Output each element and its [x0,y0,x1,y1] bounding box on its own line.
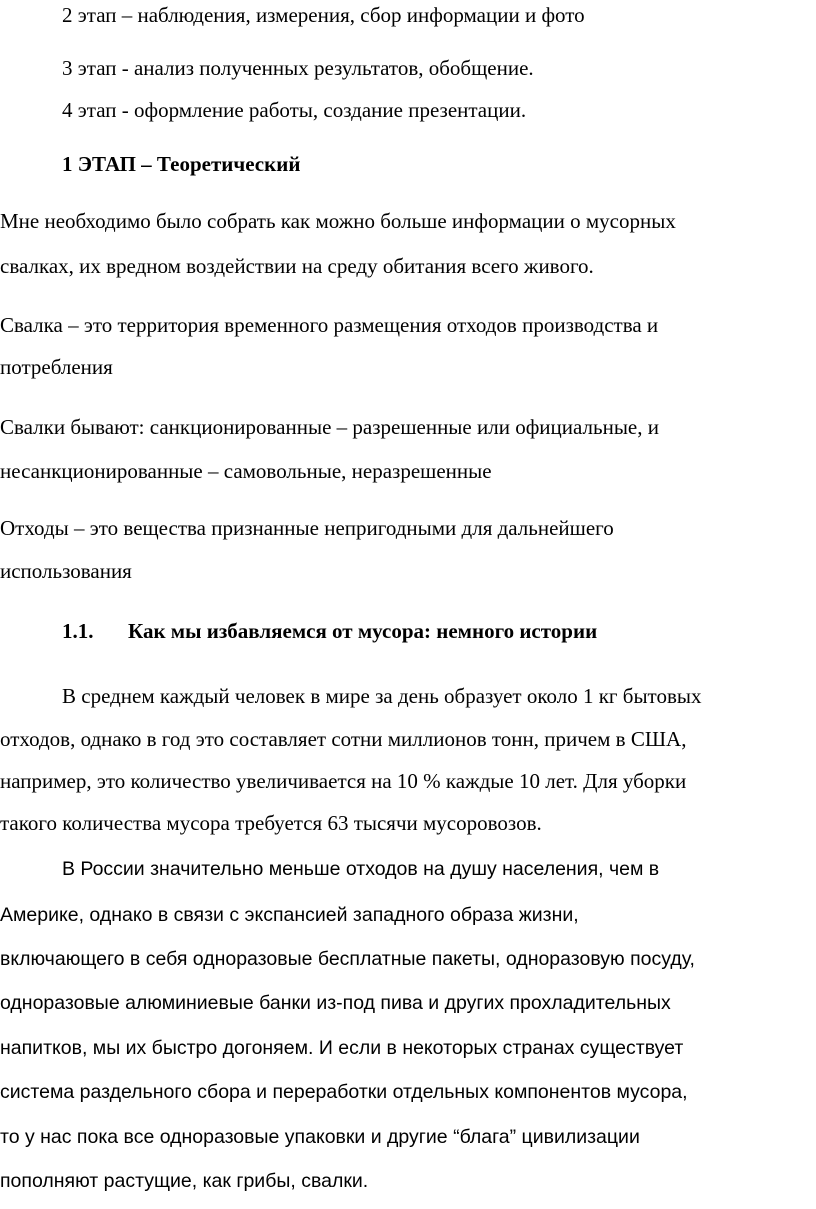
section-heading: 1 ЭТАП – Теоретический [62,152,301,176]
paragraph2-line-3: включающего в себя одноразовые бесплатные пакеты, одноразовую посуду, [0,948,695,970]
stage-4-line: 4 этап - оформление работы, создание презентации. [62,98,527,122]
paragraph2-line-8: пополняют растущие, как грибы, свалки. [0,1170,369,1192]
stage-2-line: 2 этап – наблюдения, измерения, сбор информации и фото [62,3,585,27]
paragraph2-line-2: Америке, однако в связи с экспансией западного образа жизни, [0,904,579,926]
paragraph1-line-1: В среднем каждый человек в мире за день образует около 1 кг бытовых [62,684,702,708]
paragraph1-line-4: такого количества мусора требуется 63 тысячи мусоровозов. [0,811,542,835]
intro-line-1: Мне необходимо было собрать как можно больше информации о мусорных [0,209,676,233]
paragraph2-line-6: система раздельного сбора и переработки отдельных компонентов мусора, [0,1081,688,1103]
stage-3-line: 3 этап - анализ полученных результатов, обобщение. [62,56,534,80]
paragraph2-line-5: напитков, мы их быстро догоняем. И если в некоторых странах существует [0,1037,684,1059]
paragraph1-line-2: отходов, однако в год это составляет сотни миллионов тонн, причем в США, [0,727,687,751]
definition-waste-line-1: Отходы – это вещества признанные непригодными для дальнейшего [0,516,614,540]
subsection-number: 1.1. [62,619,94,643]
definition-landfill-line-1: Свалка – это территория временного размещения отходов производства и [0,313,659,337]
definition-types-line-2: несанкционированные – самовольные, неразрешенные [0,459,492,483]
paragraph2-line-1: В России значительно меньше отходов на душу населения, чем в [62,858,660,880]
definition-types-line-1: Свалки бывают: санкционированные – разрешенные или официальные, и [0,415,659,439]
paragraph2-line-4: одноразовые алюминиевые банки из-под пива и других прохладительных [0,992,671,1014]
definition-waste-line-2: использования [0,559,132,583]
paragraph2-line-7: то у нас пока все одноразовые упаковки и другие “блага” цивилизации [0,1126,640,1148]
intro-line-2: свалках, их вредном воздействии на среду обитания всего живого. [0,254,594,278]
subsection-title: Как мы избавляемся от мусора: немного истории [128,619,598,643]
paragraph1-line-3: например, это количество увеличивается на 10 % каждые 10 лет. Для уборки [0,769,687,793]
definition-landfill-line-2: потребления [0,355,113,379]
